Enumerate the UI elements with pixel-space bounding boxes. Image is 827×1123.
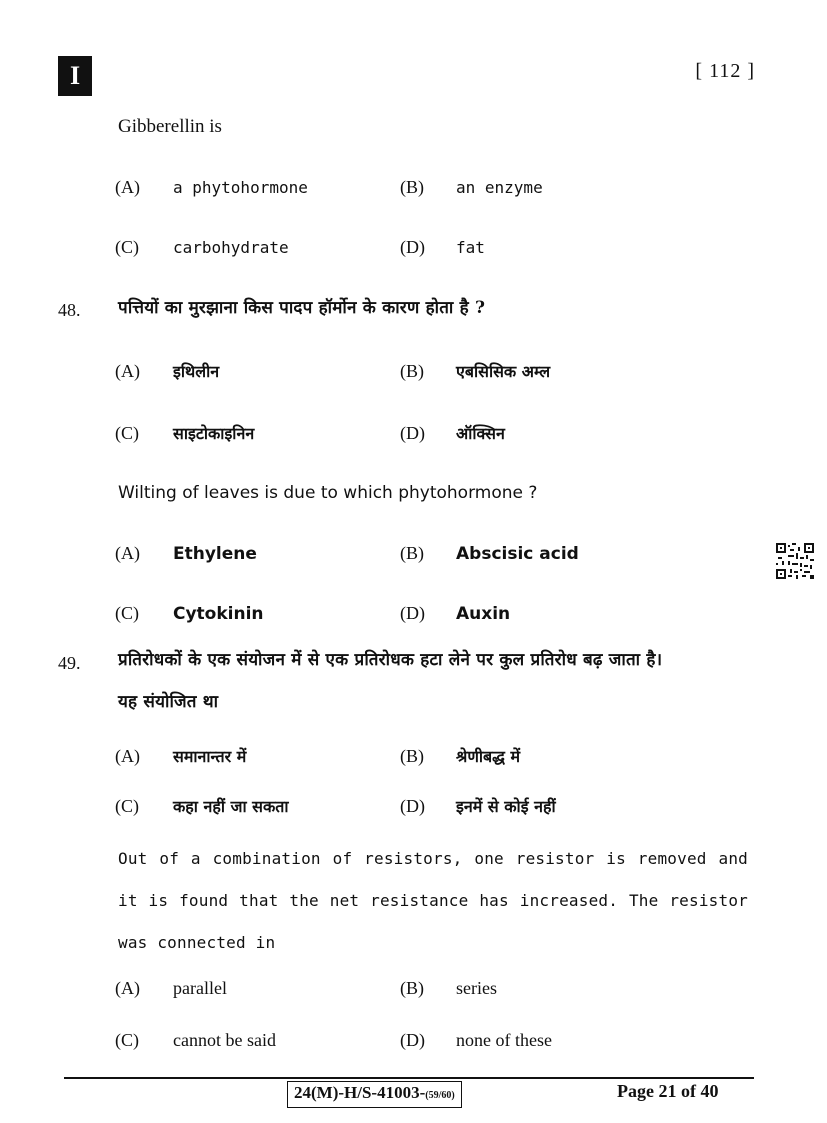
option-label: (A) bbox=[115, 361, 140, 381]
option-row bbox=[0, 237, 827, 265]
option-text: Abscisic acid bbox=[456, 544, 579, 564]
option-d[interactable] bbox=[400, 1030, 552, 1051]
option-d-hi[interactable] bbox=[400, 795, 556, 817]
option-text: fat bbox=[456, 238, 485, 257]
footer-paper-code bbox=[287, 1081, 462, 1108]
option-c[interactable] bbox=[115, 237, 289, 258]
option-text: cannot be said bbox=[173, 1030, 276, 1050]
page-code: [ 112 ] bbox=[695, 60, 755, 82]
option-label: (A) bbox=[115, 746, 140, 766]
option-label: (B) bbox=[400, 177, 424, 197]
option-text: parallel bbox=[173, 978, 227, 998]
set-badge bbox=[58, 56, 92, 96]
option-text: a phytohormone bbox=[173, 178, 308, 197]
option-text: समानान्तर में bbox=[173, 747, 247, 766]
option-label: (C) bbox=[115, 237, 139, 257]
option-text: Cytokinin bbox=[173, 604, 264, 624]
option-label: (D) bbox=[400, 1030, 425, 1050]
option-text: साइटोकाइनिन bbox=[173, 424, 255, 443]
option-b-hi[interactable] bbox=[400, 745, 520, 767]
option-row bbox=[0, 795, 827, 823]
option-text: कहा नहीं जा सकता bbox=[173, 797, 289, 816]
option-b[interactable] bbox=[400, 177, 543, 198]
question-49-text-en: Out of a combination of resistors, one resistor is removed and it is found that the net resistance has increased. The resistor was connected in bbox=[118, 849, 748, 952]
option-label: (C) bbox=[115, 423, 139, 443]
option-label: (C) bbox=[115, 1030, 139, 1050]
option-row bbox=[0, 978, 827, 1006]
option-c[interactable] bbox=[115, 1030, 276, 1051]
set-label: I bbox=[69, 61, 81, 90]
option-row bbox=[0, 422, 827, 450]
paper-code-suffix: (59/60) bbox=[425, 1090, 455, 1101]
option-label: (B) bbox=[400, 978, 424, 998]
option-text: एबसिसिक अम्ल bbox=[456, 362, 551, 381]
question-number: 48. bbox=[58, 300, 81, 320]
question-number: 49. bbox=[58, 653, 81, 673]
option-c-hi[interactable] bbox=[115, 422, 254, 444]
option-a-hi[interactable] bbox=[115, 360, 219, 382]
option-text: श्रेणीबद्ध में bbox=[456, 747, 521, 766]
paper-code: 24(M)-H/S-41003- bbox=[294, 1083, 426, 1102]
option-b-hi[interactable] bbox=[400, 360, 550, 382]
option-text: carbohydrate bbox=[173, 238, 289, 257]
option-c-hi[interactable] bbox=[115, 795, 289, 817]
option-label: (D) bbox=[400, 796, 425, 816]
option-d[interactable] bbox=[400, 603, 510, 624]
option-label: (A) bbox=[115, 978, 140, 998]
option-a[interactable] bbox=[115, 543, 257, 564]
option-row bbox=[0, 745, 827, 773]
option-text: series bbox=[456, 978, 497, 998]
question-49-text-hi-line2: यह संयोजित था bbox=[118, 692, 219, 712]
page-number: Page 21 of 40 bbox=[617, 1081, 719, 1101]
option-d[interactable] bbox=[400, 237, 485, 258]
option-row bbox=[0, 177, 827, 205]
option-label: (D) bbox=[400, 237, 425, 257]
option-label: (B) bbox=[400, 361, 424, 381]
option-label: (C) bbox=[115, 603, 139, 623]
option-text: Ethylene bbox=[173, 544, 257, 564]
option-text: ऑक्सिन bbox=[456, 424, 505, 443]
footer-divider bbox=[64, 1077, 754, 1079]
option-row bbox=[0, 360, 827, 388]
question-48-text-hi: पत्तियों का मुरझाना किस पादप हॉर्मोन के कारण होता है ? bbox=[118, 298, 486, 318]
option-label: (D) bbox=[400, 423, 425, 443]
option-text: इथिलीन bbox=[173, 362, 220, 381]
option-c[interactable] bbox=[115, 603, 264, 624]
option-row bbox=[0, 603, 827, 631]
option-b[interactable] bbox=[400, 543, 579, 564]
question-49-text-hi-line1: प्रतिरोधकों के एक संयोजन में से एक प्रतिरोधक हटा लेने पर कुल प्रतिरोध बढ़ जाता है। bbox=[118, 650, 663, 670]
option-text: an enzyme bbox=[456, 178, 543, 197]
question-48-text-en: Wilting of leaves is due to which phytohormone ? bbox=[118, 483, 538, 503]
option-label: (C) bbox=[115, 796, 139, 816]
option-label: (D) bbox=[400, 603, 425, 623]
qr-code-icon bbox=[776, 543, 814, 579]
option-a[interactable] bbox=[115, 177, 308, 198]
option-text: इनमें से कोई नहीं bbox=[456, 797, 556, 816]
option-text: Auxin bbox=[456, 604, 511, 624]
option-label: (B) bbox=[400, 543, 424, 563]
option-label: (A) bbox=[115, 177, 140, 197]
question-47-text-en: Gibberellin is bbox=[118, 116, 222, 137]
option-d-hi[interactable] bbox=[400, 422, 505, 444]
option-label: (A) bbox=[115, 543, 140, 563]
option-a[interactable] bbox=[115, 978, 227, 999]
option-row bbox=[0, 1030, 827, 1058]
option-text: none of these bbox=[456, 1030, 552, 1050]
option-b[interactable] bbox=[400, 978, 497, 999]
option-label: (B) bbox=[400, 746, 424, 766]
option-row bbox=[0, 543, 827, 571]
option-a-hi[interactable] bbox=[115, 745, 246, 767]
